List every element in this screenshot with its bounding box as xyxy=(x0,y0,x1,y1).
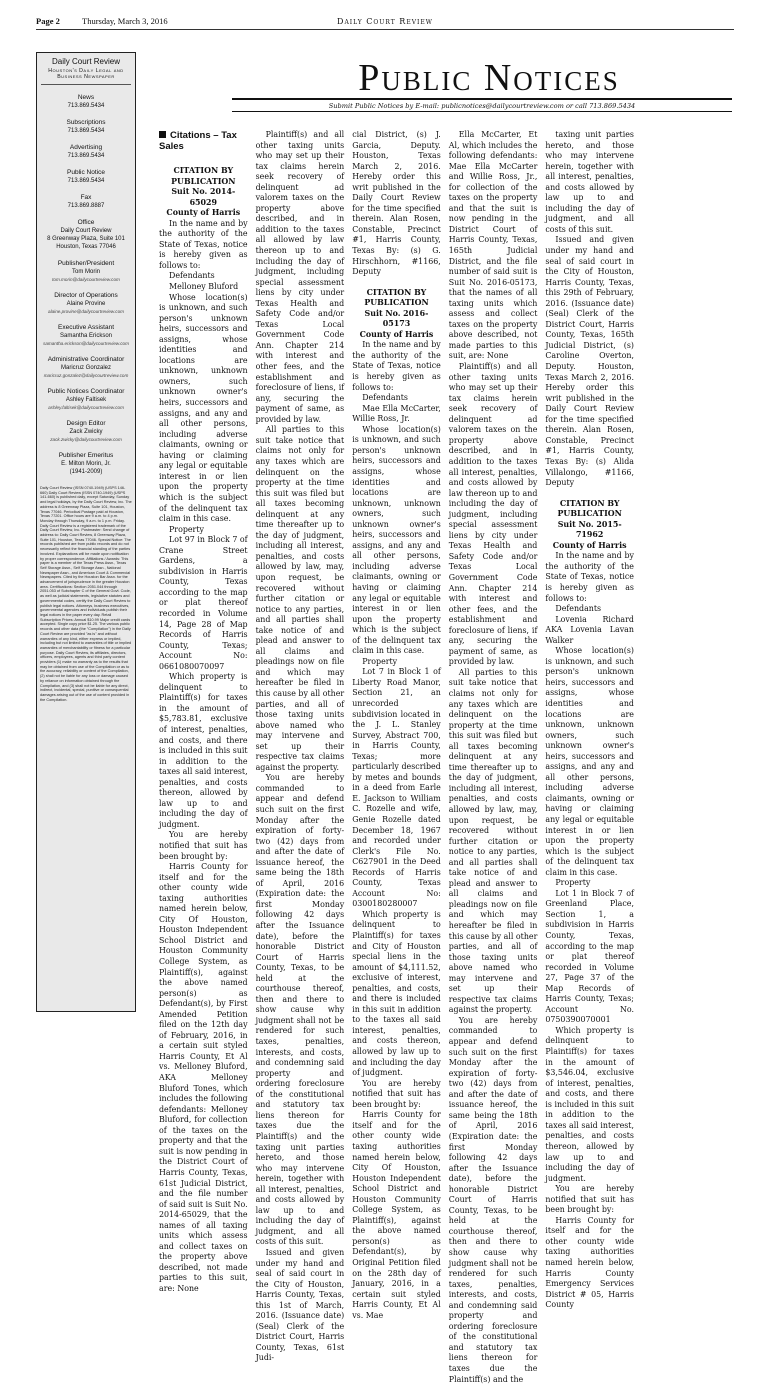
notice-paragraph: Lovenia Richard AKA Lovenia Lavan Walker xyxy=(545,614,634,645)
contact-email: zack.zwicky@dailycourtreview.com xyxy=(50,437,122,442)
masthead-contact xyxy=(37,323,135,347)
column-3 xyxy=(348,130,445,1320)
suit-number: Suit No. 2014-65029 xyxy=(171,187,236,207)
notice-paragraph: You are hereby notified that suit has been brought by: xyxy=(159,830,248,861)
notice-paragraph: All parties to this suit take notice that claims not only for any taxes which are delinquent on the property at the time this suit was filed but all taxes becoming delinquent at any time thereafter up to the day of judgment, including all interest, penalties, and costs allowed by law, may, upon request, be recovered without further citation or notice to any parties, and all parties shall take notice of and plead and answer to all claims and pleadings now on file and which may hereafter be filed in this cause by all other parties, and all of those taxing units above named who may intervene and set up their respective tax claims against the property. xyxy=(255,425,345,772)
masthead-divider xyxy=(41,84,131,85)
section-heading: Citations – Tax Sales xyxy=(159,130,237,152)
contact-value: Zack Zwicky xyxy=(69,429,103,435)
notice-body xyxy=(256,130,345,1364)
masthead-contact xyxy=(37,218,135,251)
contact-email: ashley.faltisek@dailycourtreview.com xyxy=(48,405,124,410)
column-5 xyxy=(541,130,638,1310)
notice-paragraph: Property xyxy=(362,656,398,666)
notice-paragraph: All parties to this suit take notice that claims not only for any taxes which are delinquent on the property at the time this suit was filed but all taxes becoming delinquent at any time thereafter up to the day of judgment, including all interest, penalties, and costs allowed by law, may, upon request, be recovered without further citation or notice to any parties, and all parties shall take notice of and plead and answer to all claims and pleadings now on file and which may hereafter be filed in this cause by all other parties, and all of those taxing units above named who may intervene and set up their respective tax claims against the property. xyxy=(448,667,538,1015)
contact-label: Fax xyxy=(80,194,92,201)
contact-value: 713.869.5434 xyxy=(67,153,105,159)
masthead-subtitle: Houston's Daily Legal and Business Newspaper xyxy=(48,68,124,80)
notice-paragraph: Harris County for itself and for the other county wide taxing authorities named herein below, Harris County Emergency Services District # 05, Harris County xyxy=(545,1215,634,1310)
notice-paragraph: Plaintiff(s) and all other taxing units who may set up their tax claims herein seek recovery of delinquent ad valorem taxes on the property above described, and in addition to the taxes all interest, penalties, and costs allowed by law thereon up to and including the day of judgment, including special assessment liens by city under Texas Health and Safety Code and/or Texas Local Government Code Ann. Chapter 214 with interest and other fees, and the establishment and foreclosure of liens, if any, securing the payment of same, as provided by law. xyxy=(448,362,538,667)
contact-label: Administrative Coordinator xyxy=(47,356,125,363)
notice-paragraph: Issued and given under my hand and seal of said court in the City of Houston, Harris County, Texas, this 1st of March, 2016. (Issuance date) (Seal) Clerk of the District Court, Harris County, Texas, 61st Judi- xyxy=(255,1247,345,1363)
notice-paragraph: You are hereby commanded to appear and defend such suit on the first Monday after the expiration of forty-two (42) days from and after the date of issuance hereof, the same being the 18th of April, 2016 (Expiration date: the first Monday following 42 days after the Issuance date), before the honorable District Court of Harris County, Texas, to be held at the courthouse thereof, then and there to show cause why judgment shall not be rendered for such taxes, penalties, interests, and costs, and condemning said property and ordering foreclosure of the constitutional and statutory tax liens thereon for taxes due the Plaintiff(s) and the xyxy=(448,1015,538,1384)
contact-label: News xyxy=(77,94,95,101)
suit-number: Suit No. 2016-05173 xyxy=(364,308,429,329)
contact-label: Publisher Emeritus xyxy=(58,452,114,459)
contact-value: (1941-2009) xyxy=(69,469,103,475)
contact-label: Advertising xyxy=(69,144,103,151)
notice-paragraph: You are hereby commanded to appear and defend such suit on the first Monday after the expiration of forty-two (42) days from and after the date of issuance hereof, the same being the 18th of April, 2016 (Expiration date: the first Monday following 42 days after the Issuance date), before the honorable District Court of Harris County, Texas, to be held at the courthouse thereof, then and there to show cause why judgment shall not be rendered for such taxes, penalties, interests, and costs, and condemning said property and ordering foreclosure of the constitutional and statutory tax liens thereon for taxes due the Plaintiff(s) and the taxing unit parties hereto, and those who may intervene herein, together with all interest, penalties, and costs allowed by law up to and including the day of judgment, and all costs of this suit. xyxy=(255,773,345,1247)
contact-value: 713.869.5434 xyxy=(67,128,105,134)
masthead-contact xyxy=(37,451,135,476)
notice-heading: CITATION BY PUBLICATION xyxy=(557,498,622,519)
masthead-contact xyxy=(37,118,135,135)
notice-paragraph: Melloney Bluford xyxy=(169,282,239,292)
contact-value: Tom Morin xyxy=(71,269,100,275)
notice-paragraph: You are hereby notified that suit has been brought by: xyxy=(352,1078,441,1109)
notice-paragraph: Plaintiff(s) and all other taxing units who may set up their tax claims herein seek recovery of delinquent ad valorem taxes on the property above described, and in addition to the taxes all allowed by law thereon up to and including the day of judgment, including special assessment liens by city under Texas Health and Safety Code and/or Texas Local Government Code Ann. Chapter 214 with interest and other fees, and the establishment and foreclosure of liens, if any, securing the payment of same, as provided by law. xyxy=(255,130,345,424)
notice-continuation: cial District, (s) J. Garcia, Deputy. Houston, Texas March 2, 2016. Hereby order this writ published in the Daily Court Review for the time specified therein. Alan Rosen, Constable, Precinct #1, Harris County, Texas By: (s) G. Hirschhorn, #1166, Deputy xyxy=(352,130,441,277)
notice-paragraph: Property xyxy=(169,524,204,534)
notice-paragraph: taxing unit parties hereto, and those who may intervene herein, together with all interest, penalties, and costs allowed by law up to and including the day of judgment, and all costs of this suit. xyxy=(545,130,634,234)
county-name: County of Harris xyxy=(552,540,627,550)
contact-value: E. Milton Morin, Jr. xyxy=(61,461,111,467)
contact-label: Public Notice xyxy=(67,169,105,176)
page-header xyxy=(36,14,734,30)
notice-paragraph: Lot 97 in Block 7 of Crane Street Gardens, a subdivision in Harris County, Texas according to the map or plat thereof recorded in Volume 14, Page 28 of Map Records of Harris County, Texas; Account No: 0661080070097 xyxy=(159,535,248,671)
notice-body xyxy=(352,340,441,1321)
notice-paragraph: Defendants xyxy=(555,604,602,614)
notice-paragraph: Whose location(s) is unknown, and such person's unknown heirs, successors and assigns, whose identities and locations are unknown, unknown owners, such unknown owner's heirs, successors and assigns, and any and all other persons, including adverse claimants, owning or having or claiming any legal or equitable interest in or lien upon the property which is the subject of the delinquent tax claim in this case. xyxy=(159,292,248,524)
contact-value: 713.869.8887 xyxy=(67,203,105,209)
contact-value: Samantha Erickson xyxy=(59,333,113,339)
notice-paragraph: Which property is delinquent to Plaintiff(s) for taxes in the amount of $5,783.81, exclusive of interest, penalties, and costs, and there is included in this suit in addition to the taxes all said interest, penalties, and costs thereon, allowed by law up to and including the day of judgment. xyxy=(159,672,248,829)
submit-instructions: Submit Public Notices by E-mail: publicnotices@dailycourtreview.com or call 713.869.5434 xyxy=(232,98,732,112)
masthead-contacts xyxy=(37,93,135,476)
column-4 xyxy=(445,130,542,1384)
masthead-contact xyxy=(37,291,135,315)
masthead-fine-print: Daily Court Review (ISSN 0740-1949) (USPS 146-660) Daily Court Review (ISSN 0740-1949) (USPS 141-660) is published daily, except Saturday, Sunday and legal holidays, by the Daily Court Review, Inc. The address is 8 Greenway Plaza, Suite 101, Houston, Texas 77046. Periodical Postage paid at Houston, Texas 77201. Office hours are 9 a.m. to 4 p.m. Monday through Thursday, 9 a.m. to 1 p.m. Friday. Daily Court Review is a registered trademark of the Daily Court Review, Inc. Postmaster: Send change of address to: Daily Court Review, 8 Greenway Plaza, Suite 101, Houston, Texas 77046. Special Notice: The records published are from public records and do not necessarily reflect the financial standing of the parties involved. Explanations will be made upon notification by proper correspondence. Affiliations / Awards: This paper is a member of the Texas Press Assn., Texas Self Storage Assn., Self Storage Assn., National Newspaper Assn., and American Court & Commercial Newspapers. Cited by the Houston Bar Assn. for the advancement of jurisprudence in the greater Houston area. Certifications: Section 2051.044 through 2051.053 of Subchapter C of the General Govt. Code, as well as judicial statements, legislative statutes and governmental codes, certify the Daily Court Review to publish legal notices. Attorneys, business executives, governmental agencies and individuals publish their legal notices in the paper every day. Retail Subscription Prices: Annual $10.99 Major credit cards accepted. Single copy price $1.25. The various public records and other data (the "Compilation") in the Daily Court Review are provided "as is" and without warranties of any kind, either express or implied, including but not limited to warranties of title or implied warranties of merchantability or fitness for a particular purpose. Daily Court Review, its affiliates, directors, officers, employees, agents and third party content providers (1) make no warranty as to the results that may be obtained from use of the Compilation or as to the accuracy, reliability or content of the Compilation, (2) shall not be liable for any loss or damage caused by reliance on information obtained through the Compilation, and (3) shall not be liable for any direct, indirect, incidental, special, punitive or consequential damages arising out of the use of content provided in the Compilation. xyxy=(40,486,132,702)
notice-paragraph: Harris County for itself and for the other county wide taxing authorities named herein below, City Of Houston, Houston Independent School District and Houston Community College System, as Plaintiff(s), against the above named person(s) as Defendant(s), by Original Petition filed on the 28th day of January, 2016, in a certain suit styled Harris County, Et Al vs. Mae xyxy=(352,1110,441,1320)
issue-date: Thursday, March 3, 2016 xyxy=(82,16,168,26)
masthead-contact xyxy=(37,143,135,160)
contact-value: Ashley Faltisek xyxy=(65,397,107,403)
contact-value: 8 Greenway Plaza, Suite 101 xyxy=(47,236,125,242)
notice-columns xyxy=(155,130,735,1384)
contact-value: 713.869.5434 xyxy=(67,178,105,184)
masthead-contact xyxy=(37,355,135,379)
contact-email: samantha.erickson@dailycourtreview.com xyxy=(43,341,129,346)
notice-paragraph: You are hereby notified that suit has been brought by: xyxy=(545,1184,634,1215)
notice-paragraph: Which property is delinquent to Plaintiff(s) for taxes in the amount of $3,546.04, exclusive of interest, penalties, and costs, and there is included in this suit in addition to the taxes all said interest, penalties, and costs thereon, allowed by law up to and including the day of judgment. xyxy=(545,1025,634,1183)
contact-label: Executive Assistant xyxy=(58,324,114,331)
notice-paragraph: Harris County for itself and for the other county wide taxing authorities named herein below, City Of Houston, Houston Independent School District and Houston Community College System, as Plaintiff(s), against the above named person(s) as Defendant(s), by First Amended Petition filed on the 12th day of February, 2016, in a certain suit styled Harris County, Et Al vs. Melloney Bluford, AKA Melloney Bluford Tones, which includes the following defendants: Melloney Bluford, for collection of the taxes on the property and that the suit is now pending in the District Court of Harris County, Texas, 61st Judicial District, and the file number of said suit is Suit No. 2014-65029, that the names of all taxing units which assess and collect taxes on the property above described, not made parties to this suit, are: None xyxy=(159,862,248,1293)
notice-paragraph: Lot 7 in Block 1 of Liberty Road Manor, Section 21, an unrecorded subdivision located in the J. L. Stanley Survey, Abstract 700, in Harris County, Texas; more particularly described by metes and bounds in a deed from Earle E. Jackson to William C. Rozelle and wife, Genie Rozelle dated December 18, 1967 and recorded under Clerk's File No. C627901 in the Deed Records of Harris County, Texas Account No: 0300180280007 xyxy=(352,667,441,909)
contact-value: Houston, Texas 77046 xyxy=(56,244,116,250)
notice-paragraph: In the name and by the authority of the State of Texas, notice is hereby given as follows to: xyxy=(352,340,441,392)
section-banner-title: Public Notices xyxy=(358,57,620,99)
notice-paragraph: Whose location(s) is unknown, and such person's unknown heirs, successors and assigns, whose identities and locations are unknown, unknown owners, such unknown owner's heirs, successors and assigns, and any and all other persons, including adverse claimants, owning or having or claiming any legal or equitable interest in or lien upon the property which is the subject of the delinquent tax claim in this case. xyxy=(545,646,634,877)
notice-paragraph: Whose location(s) is unknown, and such person's unknown heirs, successors and assigns, whose identities and locations are unknown, unknown owners, such unknown owner's heirs, successors and assigns, and any and all other persons, including adverse claimants, owning or having or claiming any legal or equitable interest in or lien upon the property which is the subject of the delinquent tax claim in this case. xyxy=(352,424,441,656)
notice-paragraph: Which property is delinquent to Plaintiff(s) for taxes and City of Houston special liens in the amount of $4,111.52, exclusive of interest, penalties, and costs, and there is included in this suit in addition to the taxes all said interest, penalties, and costs thereon, allowed by law up to and including the day of judgment. xyxy=(352,909,441,1078)
contact-label: Director of Operations xyxy=(54,292,118,299)
contact-label: Subscriptions xyxy=(66,119,106,126)
notice-paragraph: Defendants xyxy=(362,393,408,403)
notice-paragraph: Property xyxy=(555,878,591,888)
notice-paragraph: Mae Ella McCarter, Willie Ross, Jr. xyxy=(352,403,441,424)
column-1 xyxy=(155,130,252,1293)
masthead-contact xyxy=(37,193,135,210)
masthead-sidebar xyxy=(36,52,136,1012)
masthead-contact xyxy=(37,419,135,443)
contact-value: 713.869.5434 xyxy=(67,103,105,109)
contact-label: Public Notices Coordinator xyxy=(47,388,125,395)
masthead-title: Daily Court Review xyxy=(51,57,121,66)
contact-label: Publisher/President xyxy=(57,260,115,267)
column-2 xyxy=(252,130,349,1363)
notice-paragraph: Lot 1 in Block 7 of Greenland Place, Section 1, a subdivision in Harris County, Texas, according to the map or plat thereof recorded in Volume 27, Page 37 of the Map Records of Harris County, Texas; Account No. 0750390070001 xyxy=(545,888,634,1025)
county-name: County of Harris xyxy=(166,208,241,218)
masthead-contact xyxy=(37,93,135,110)
notice-body xyxy=(545,551,634,1310)
suit-number: Suit No. 2015-71962 xyxy=(557,519,622,540)
notice-body xyxy=(449,130,538,1385)
paper-name: Daily Court Review xyxy=(337,17,433,26)
masthead-contact xyxy=(37,168,135,185)
square-bullet-icon xyxy=(159,131,166,138)
notice-body xyxy=(545,130,634,489)
masthead-contact xyxy=(37,387,135,411)
contact-value: Daily Court Review xyxy=(60,228,112,234)
masthead-contact xyxy=(37,259,135,283)
contact-label: Office xyxy=(77,219,95,226)
contact-value: Alaine Provine xyxy=(66,301,106,307)
notice-paragraph: Defendants xyxy=(169,271,215,281)
page-number: Page 2 xyxy=(36,16,60,26)
notice-paragraph: Issued and given under my hand and seal of said court in the City of Houston, Harris County, Texas, this 29th of February, 2016. (Issuance date) (Seal) Clerk of the District Court, Harris County, Texas, 165th Judicial District, (s) Caroline Overton, Deputy. Houston, Texas March 2, 2016. Hereby order this writ published in the Daily Court Review for the time specified therein. Alan Rosen, Constable, Precinct #1, Harris County, Texas By: (s) Alida Villalongo, #1166, Deputy xyxy=(545,235,634,488)
contact-label: Design Editor xyxy=(66,420,106,427)
contact-value: Maricruz Gonzalez xyxy=(60,365,111,371)
county-name: County of Harris xyxy=(359,329,434,339)
notice-paragraph: In the name and by the authority of the State of Texas, notice is hereby given as follows to: xyxy=(159,218,248,270)
contact-email: tom.morin@dailycourtreview.com xyxy=(52,277,120,282)
contact-email: maricruz.gonzalez@dailycourtreview.com xyxy=(43,373,129,378)
notice-paragraph: In the name and by the authority of the State of Texas, notice is hereby given as follows to: xyxy=(545,551,634,603)
contact-email: alaine.provine@dailycourtreview.com xyxy=(48,309,124,314)
notice-paragraph: Ella McCarter, Et Al, which includes the following defendants: Mae Ella McCarter and Willie Ross, Jr., for collection of the taxes on the property and that the suit is now pending in the District Court of Harris County, Texas, 165th Judicial District, and the file number of said suit is Suit No. 2016-05173, that the names of all taxing units which assess and collect taxes on the property above described, not made parties to this suit, are: None xyxy=(448,130,538,361)
notice-body xyxy=(159,219,248,1295)
notice-heading: CITATION BY PUBLICATION xyxy=(364,287,429,308)
notice-heading: CITATION BY PUBLICATION xyxy=(171,166,236,186)
